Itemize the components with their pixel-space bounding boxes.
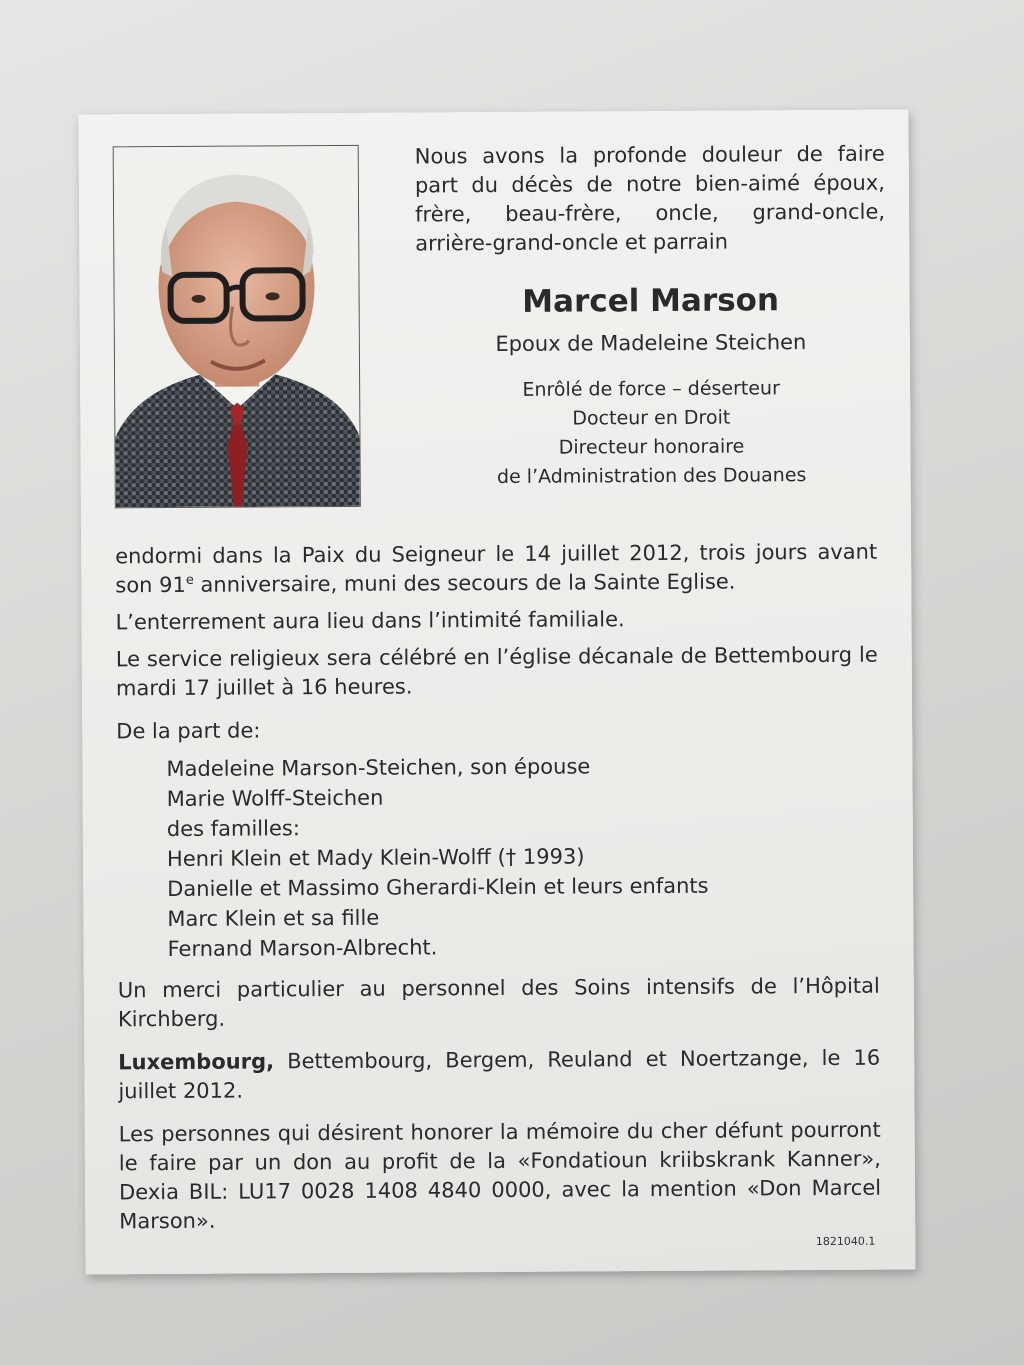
family-item: Madeleine Marson-Steichen, son épouse — [166, 754, 591, 782]
obituary-notice — [78, 109, 915, 1274]
titles-list — [416, 374, 887, 493]
family-item: Fernand Marson-Albrecht. — [167, 935, 438, 962]
family-item: Danielle et Massimo Gherardi-Klein et leurs enfants — [167, 873, 709, 902]
death-text-end: anniversaire, muni des secours de la Sainte Eglise. — [193, 569, 736, 597]
ordinal-superscript: e — [185, 572, 194, 588]
family-item: des familles: — [166, 816, 300, 842]
spouse-line: Epoux de Madeleine Steichen — [495, 330, 807, 357]
title-line: Enrôlé de force – déserteur — [522, 377, 780, 401]
death-paragraph — [115, 538, 877, 601]
family-item: Henri Klein et Mady Klein-Wolff († 1993) — [166, 844, 585, 872]
intro-text: Nous avons la profonde douleur de faire part du décès de notre bien-aimé époux, frère, beau-frère, oncle, grand-oncle, arrière-grand-oncle et parrain — [414, 141, 886, 256]
reference-number: 1821040.1 — [815, 1234, 876, 1249]
burial-paragraph: L’enterrement aura lieu dans l’intimité familiale. — [115, 607, 625, 635]
place-rest: Bettembourg, Bergem, Reuland et Noertzange, le 16 juillet 2012. — [118, 1045, 881, 1104]
family-item: Marc Klein et sa fille — [167, 905, 380, 932]
from-label: De la part de: — [116, 718, 261, 744]
notice-body — [115, 538, 881, 1245]
place-date-paragraph — [118, 1044, 880, 1107]
deceased-name: Marcel Marson — [522, 282, 780, 320]
portrait-photo — [113, 145, 361, 508]
death-text-start: endormi dans la Paix du Seigneur le 14 juillet 2012, trois jours avant son 91 — [115, 539, 878, 598]
family-list — [166, 750, 879, 964]
portrait-illustration — [114, 146, 360, 507]
title-line: Docteur en Droit — [572, 406, 731, 430]
title-line: de l’Administration des Douanes — [496, 464, 807, 488]
family-item: Marie Wolff-Steichen — [166, 785, 384, 812]
service-paragraph: Le service religieux sera célébré en l’église décanale de Bettembourg le mardi 17 juillet à 16 heures. — [115, 642, 878, 701]
place-bold: Luxembourg, — [118, 1049, 275, 1075]
deceased-header — [416, 282, 887, 493]
donation-paragraph: Les personnes qui désirent honorer la mémoire du cher défunt pourront le faire par un don au profit de la «Fondatioun kriibskrank Kanner», Dexia BIL: LU17 0028 1408 4840 0000, avec la mention «Don Marcel Marson». — [118, 1117, 882, 1234]
title-line: Directeur honoraire — [558, 435, 745, 459]
thanks-paragraph: Un merci particulier au personnel des Soins intensifs de l’Hôpital Kirchberg. — [117, 973, 880, 1032]
